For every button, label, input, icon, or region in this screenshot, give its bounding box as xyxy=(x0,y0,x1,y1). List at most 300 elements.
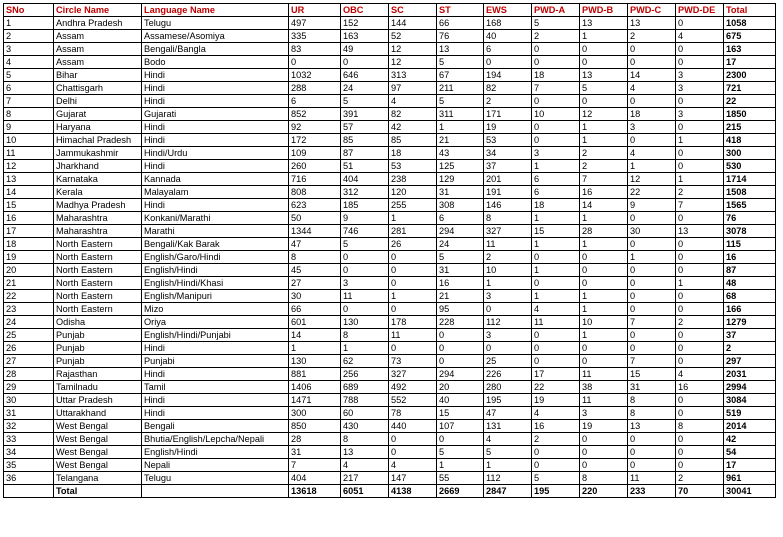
cell-ur: 66 xyxy=(289,303,341,316)
cell-pwd-de: 3 xyxy=(676,82,724,95)
cell-ur: 45 xyxy=(289,264,341,277)
cell-obc: 8 xyxy=(341,329,389,342)
cell-language-name: English/Hindi/Punjabi xyxy=(142,329,289,342)
cell-st: 21 xyxy=(437,134,484,147)
cell-st: 13 xyxy=(437,43,484,56)
cell-st: 5 xyxy=(437,251,484,264)
cell-sc: 53 xyxy=(389,160,437,173)
cell-language-name: Bengali/Kak Barak xyxy=(142,238,289,251)
column-header-circle-name: Circle Name xyxy=(54,4,142,17)
cell-pwd-b: 0 xyxy=(580,355,628,368)
cell-sno: 20 xyxy=(4,264,54,277)
cell-pwd-a: 1 xyxy=(532,264,580,277)
cell-ur: 1032 xyxy=(289,69,341,82)
cell-total: 76 xyxy=(724,212,776,225)
cell-pwd-c: 0 xyxy=(628,43,676,56)
cell-ur: 852 xyxy=(289,108,341,121)
cell-ur: 1 xyxy=(289,342,341,355)
cell-sc: 18 xyxy=(389,147,437,160)
column-header-language-name: Language Name xyxy=(142,4,289,17)
cell-pwd-de: 0 xyxy=(676,17,724,30)
cell-ews: 0 xyxy=(484,303,532,316)
cell-pwd-a: 6 xyxy=(532,173,580,186)
cell-ur: 28 xyxy=(289,433,341,446)
table-row xyxy=(4,316,776,329)
cell-ews: 37 xyxy=(484,160,532,173)
total-cell-pwd-de: 70 xyxy=(676,485,724,498)
cell-sno: 7 xyxy=(4,95,54,108)
cell-language-name: Hindi xyxy=(142,368,289,381)
table-row xyxy=(4,160,776,173)
cell-obc: 85 xyxy=(341,134,389,147)
cell-sc: 440 xyxy=(389,420,437,433)
cell-st: 0 xyxy=(437,355,484,368)
cell-total: 22 xyxy=(724,95,776,108)
cell-sno: 33 xyxy=(4,433,54,446)
cell-language-name: Hindi xyxy=(142,407,289,420)
cell-pwd-de: 1 xyxy=(676,173,724,186)
cell-pwd-de: 0 xyxy=(676,251,724,264)
cell-ews: 171 xyxy=(484,108,532,121)
cell-sno: 30 xyxy=(4,394,54,407)
cell-circle-name: Chattisgarh xyxy=(54,82,142,95)
cell-circle-name: Jharkhand xyxy=(54,160,142,173)
cell-sc: 144 xyxy=(389,17,437,30)
cell-st: 43 xyxy=(437,147,484,160)
cell-sno: 17 xyxy=(4,225,54,238)
cell-sno: 11 xyxy=(4,147,54,160)
table-row xyxy=(4,264,776,277)
cell-total: 2 xyxy=(724,342,776,355)
cell-pwd-b: 1 xyxy=(580,30,628,43)
cell-language-name: Hindi xyxy=(142,342,289,355)
cell-sc: 85 xyxy=(389,134,437,147)
cell-pwd-b: 1 xyxy=(580,212,628,225)
cell-ur: 130 xyxy=(289,355,341,368)
cell-sno: 24 xyxy=(4,316,54,329)
table-row xyxy=(4,420,776,433)
cell-ur: 30 xyxy=(289,290,341,303)
cell-obc: 152 xyxy=(341,17,389,30)
cell-ews: 146 xyxy=(484,199,532,212)
cell-pwd-de: 0 xyxy=(676,160,724,173)
cell-pwd-a: 18 xyxy=(532,69,580,82)
table-row xyxy=(4,277,776,290)
cell-circle-name: North Eastern xyxy=(54,238,142,251)
cell-pwd-b: 11 xyxy=(580,394,628,407)
cell-st: 6 xyxy=(437,212,484,225)
table-row xyxy=(4,251,776,264)
cell-pwd-a: 1 xyxy=(532,160,580,173)
cell-pwd-b: 0 xyxy=(580,342,628,355)
cell-ur: 83 xyxy=(289,43,341,56)
cell-sc: 0 xyxy=(389,277,437,290)
cell-obc: 1 xyxy=(341,342,389,355)
cell-obc: 788 xyxy=(341,394,389,407)
cell-pwd-c: 3 xyxy=(628,121,676,134)
cell-circle-name: West Bengal xyxy=(54,433,142,446)
column-header-sno: SNo xyxy=(4,4,54,17)
cell-sno: 8 xyxy=(4,108,54,121)
cell-language-name: English/Manipuri xyxy=(142,290,289,303)
cell-ews: 82 xyxy=(484,82,532,95)
cell-pwd-b: 1 xyxy=(580,121,628,134)
cell-pwd-a: 3 xyxy=(532,147,580,160)
cell-sno: 1 xyxy=(4,17,54,30)
cell-total: 1565 xyxy=(724,199,776,212)
cell-total: 3084 xyxy=(724,394,776,407)
table-row xyxy=(4,43,776,56)
cell-sno: 35 xyxy=(4,459,54,472)
total-cell-ur: 13618 xyxy=(289,485,341,498)
cell-language-name: Bengali/Bangla xyxy=(142,43,289,56)
cell-pwd-a: 2 xyxy=(532,433,580,446)
column-header-ews: EWS xyxy=(484,4,532,17)
cell-pwd-a: 0 xyxy=(532,134,580,147)
cell-st: 125 xyxy=(437,160,484,173)
cell-pwd-a: 19 xyxy=(532,394,580,407)
cell-pwd-de: 2 xyxy=(676,316,724,329)
cell-sc: 52 xyxy=(389,30,437,43)
table-row xyxy=(4,342,776,355)
cell-pwd-de: 0 xyxy=(676,355,724,368)
cell-pwd-c: 0 xyxy=(628,264,676,277)
table-row xyxy=(4,381,776,394)
cell-total: 1850 xyxy=(724,108,776,121)
cell-pwd-de: 0 xyxy=(676,121,724,134)
cell-ur: 7 xyxy=(289,459,341,472)
cell-obc: 62 xyxy=(341,355,389,368)
cell-circle-name: North Eastern xyxy=(54,277,142,290)
column-header-pwd-de: PWD-DE xyxy=(676,4,724,17)
cell-pwd-c: 4 xyxy=(628,82,676,95)
table-row xyxy=(4,17,776,30)
table-row xyxy=(4,134,776,147)
cell-pwd-c: 13 xyxy=(628,17,676,30)
cell-pwd-b: 7 xyxy=(580,173,628,186)
column-header-sc: SC xyxy=(389,4,437,17)
cell-pwd-de: 0 xyxy=(676,147,724,160)
cell-st: 308 xyxy=(437,199,484,212)
cell-language-name: Gujarati xyxy=(142,108,289,121)
cell-language-name: Kannada xyxy=(142,173,289,186)
cell-pwd-de: 0 xyxy=(676,238,724,251)
cell-pwd-b: 2 xyxy=(580,147,628,160)
cell-pwd-b: 0 xyxy=(580,459,628,472)
cell-ews: 19 xyxy=(484,121,532,134)
cell-sc: 0 xyxy=(389,251,437,264)
cell-st: 211 xyxy=(437,82,484,95)
cell-circle-name: West Bengal xyxy=(54,459,142,472)
total-cell-sno xyxy=(4,485,54,498)
cell-pwd-a: 0 xyxy=(532,355,580,368)
cell-sno: 2 xyxy=(4,30,54,43)
cell-st: 228 xyxy=(437,316,484,329)
cell-language-name: Hindi xyxy=(142,82,289,95)
cell-pwd-a: 17 xyxy=(532,368,580,381)
cell-pwd-c: 7 xyxy=(628,316,676,329)
cell-ews: 226 xyxy=(484,368,532,381)
cell-pwd-b: 11 xyxy=(580,368,628,381)
cell-ews: 194 xyxy=(484,69,532,82)
cell-circle-name: Punjab xyxy=(54,342,142,355)
cell-pwd-c: 0 xyxy=(628,342,676,355)
cell-ur: 497 xyxy=(289,17,341,30)
cell-sno: 3 xyxy=(4,43,54,56)
table-row xyxy=(4,147,776,160)
cell-circle-name: Tamilnadu xyxy=(54,381,142,394)
table-row xyxy=(4,121,776,134)
cell-sc: 313 xyxy=(389,69,437,82)
total-cell-ews: 2847 xyxy=(484,485,532,498)
cell-sno: 19 xyxy=(4,251,54,264)
cell-circle-name: Maharashtra xyxy=(54,212,142,225)
cell-language-name: Hindi xyxy=(142,95,289,108)
cell-sno: 5 xyxy=(4,69,54,82)
cell-st: 16 xyxy=(437,277,484,290)
cell-pwd-de: 0 xyxy=(676,446,724,459)
cell-language-name: Nepali xyxy=(142,459,289,472)
cell-sc: 12 xyxy=(389,56,437,69)
cell-sc: 73 xyxy=(389,355,437,368)
cell-sc: 42 xyxy=(389,121,437,134)
cell-ews: 280 xyxy=(484,381,532,394)
table-row xyxy=(4,186,776,199)
cell-sc: 0 xyxy=(389,303,437,316)
cell-obc: 0 xyxy=(341,251,389,264)
cell-sno: 27 xyxy=(4,355,54,368)
cell-pwd-de: 3 xyxy=(676,69,724,82)
cell-pwd-c: 0 xyxy=(628,277,676,290)
cell-pwd-c: 1 xyxy=(628,160,676,173)
cell-pwd-de: 0 xyxy=(676,459,724,472)
cell-circle-name: Andhra Pradesh xyxy=(54,17,142,30)
cell-ews: 4 xyxy=(484,433,532,446)
cell-pwd-b: 2 xyxy=(580,160,628,173)
cell-circle-name: Madhya Pradesh xyxy=(54,199,142,212)
cell-circle-name: Assam xyxy=(54,43,142,56)
cell-pwd-a: 5 xyxy=(532,472,580,485)
cell-st: 76 xyxy=(437,30,484,43)
cell-pwd-de: 0 xyxy=(676,43,724,56)
cell-ur: 716 xyxy=(289,173,341,186)
cell-st: 5 xyxy=(437,446,484,459)
table-row xyxy=(4,82,776,95)
cell-ews: 53 xyxy=(484,134,532,147)
cell-circle-name: West Bengal xyxy=(54,420,142,433)
table-row xyxy=(4,56,776,69)
cell-language-name: Malayalam xyxy=(142,186,289,199)
cell-total: 961 xyxy=(724,472,776,485)
cell-ur: 1344 xyxy=(289,225,341,238)
cell-ews: 25 xyxy=(484,355,532,368)
cell-pwd-a: 0 xyxy=(532,459,580,472)
total-cell-pwd-a: 195 xyxy=(532,485,580,498)
cell-sc: 120 xyxy=(389,186,437,199)
cell-obc: 0 xyxy=(341,303,389,316)
cell-pwd-de: 4 xyxy=(676,368,724,381)
cell-circle-name: Punjab xyxy=(54,329,142,342)
cell-ur: 92 xyxy=(289,121,341,134)
cell-circle-name: North Eastern xyxy=(54,303,142,316)
cell-total: 3078 xyxy=(724,225,776,238)
cell-pwd-c: 22 xyxy=(628,186,676,199)
cell-language-name: Bodo xyxy=(142,56,289,69)
cell-language-name: Telugu xyxy=(142,17,289,30)
cell-ur: 300 xyxy=(289,407,341,420)
cell-st: 1 xyxy=(437,459,484,472)
cell-sc: 281 xyxy=(389,225,437,238)
cell-pwd-c: 15 xyxy=(628,368,676,381)
cell-pwd-a: 22 xyxy=(532,381,580,394)
cell-pwd-a: 1 xyxy=(532,290,580,303)
cell-circle-name: Jammukashmir xyxy=(54,147,142,160)
cell-pwd-b: 16 xyxy=(580,186,628,199)
cell-pwd-de: 0 xyxy=(676,342,724,355)
cell-total: 17 xyxy=(724,56,776,69)
cell-ews: 201 xyxy=(484,173,532,186)
cell-language-name: Hindi xyxy=(142,134,289,147)
cell-circle-name: Kerala xyxy=(54,186,142,199)
cell-sc: 492 xyxy=(389,381,437,394)
cell-language-name: Telugu xyxy=(142,472,289,485)
cell-total: 54 xyxy=(724,446,776,459)
cell-language-name: English/Hindi xyxy=(142,446,289,459)
cell-st: 21 xyxy=(437,290,484,303)
cell-pwd-a: 5 xyxy=(532,17,580,30)
cell-pwd-a: 10 xyxy=(532,108,580,121)
cell-st: 15 xyxy=(437,407,484,420)
column-header-total: Total xyxy=(724,4,776,17)
table-row xyxy=(4,368,776,381)
cell-sno: 16 xyxy=(4,212,54,225)
cell-obc: 404 xyxy=(341,173,389,186)
total-cell-circle-name: Total xyxy=(54,485,142,498)
table-row xyxy=(4,225,776,238)
cell-sno: 4 xyxy=(4,56,54,69)
cell-pwd-a: 2 xyxy=(532,30,580,43)
cell-total: 418 xyxy=(724,134,776,147)
cell-pwd-c: 31 xyxy=(628,381,676,394)
cell-pwd-b: 13 xyxy=(580,17,628,30)
total-cell-language-name xyxy=(142,485,289,498)
cell-pwd-de: 1 xyxy=(676,277,724,290)
cell-ews: 8 xyxy=(484,212,532,225)
cell-pwd-de: 0 xyxy=(676,290,724,303)
total-cell-sc: 4138 xyxy=(389,485,437,498)
cell-obc: 57 xyxy=(341,121,389,134)
cell-pwd-a: 0 xyxy=(532,277,580,290)
cell-pwd-c: 12 xyxy=(628,173,676,186)
cell-st: 294 xyxy=(437,225,484,238)
cell-pwd-de: 3 xyxy=(676,108,724,121)
cell-language-name: Bengali xyxy=(142,420,289,433)
cell-ur: 260 xyxy=(289,160,341,173)
cell-obc: 5 xyxy=(341,95,389,108)
cell-total: 87 xyxy=(724,264,776,277)
cell-ews: 11 xyxy=(484,238,532,251)
cell-total: 68 xyxy=(724,290,776,303)
cell-obc: 9 xyxy=(341,212,389,225)
cell-pwd-c: 8 xyxy=(628,407,676,420)
cell-total: 48 xyxy=(724,277,776,290)
cell-total: 2300 xyxy=(724,69,776,82)
cell-ews: 3 xyxy=(484,290,532,303)
cell-ews: 3 xyxy=(484,329,532,342)
cell-pwd-de: 13 xyxy=(676,225,724,238)
cell-sno: 32 xyxy=(4,420,54,433)
table-row xyxy=(4,212,776,225)
cell-pwd-c: 0 xyxy=(628,329,676,342)
table-row xyxy=(4,95,776,108)
cell-pwd-de: 16 xyxy=(676,381,724,394)
cell-total: 163 xyxy=(724,43,776,56)
cell-sno: 22 xyxy=(4,290,54,303)
cell-obc: 4 xyxy=(341,459,389,472)
cell-total: 42 xyxy=(724,433,776,446)
cell-st: 67 xyxy=(437,69,484,82)
table-row xyxy=(4,394,776,407)
cell-st: 311 xyxy=(437,108,484,121)
cell-ews: 191 xyxy=(484,186,532,199)
cell-obc: 3 xyxy=(341,277,389,290)
cell-pwd-b: 12 xyxy=(580,108,628,121)
cell-ur: 1471 xyxy=(289,394,341,407)
cell-sno: 13 xyxy=(4,173,54,186)
column-header-pwd-a: PWD-A xyxy=(532,4,580,17)
cell-circle-name: Punjab xyxy=(54,355,142,368)
cell-pwd-a: 16 xyxy=(532,420,580,433)
cell-pwd-de: 0 xyxy=(676,433,724,446)
cell-total: 215 xyxy=(724,121,776,134)
cell-pwd-c: 0 xyxy=(628,433,676,446)
cell-sc: 238 xyxy=(389,173,437,186)
cell-pwd-a: 0 xyxy=(532,342,580,355)
cell-obc: 185 xyxy=(341,199,389,212)
cell-ews: 2 xyxy=(484,95,532,108)
cell-pwd-c: 0 xyxy=(628,238,676,251)
cell-circle-name: Haryana xyxy=(54,121,142,134)
cell-pwd-de: 2 xyxy=(676,186,724,199)
cell-obc: 8 xyxy=(341,433,389,446)
cell-language-name: English/Garo/Hindi xyxy=(142,251,289,264)
table-row xyxy=(4,407,776,420)
cell-ews: 0 xyxy=(484,56,532,69)
cell-language-name: Hindi xyxy=(142,121,289,134)
cell-ur: 27 xyxy=(289,277,341,290)
cell-obc: 0 xyxy=(341,264,389,277)
total-cell-st: 2669 xyxy=(437,485,484,498)
cell-obc: 60 xyxy=(341,407,389,420)
cell-sno: 36 xyxy=(4,472,54,485)
cell-ur: 623 xyxy=(289,199,341,212)
cell-ur: 14 xyxy=(289,329,341,342)
cell-pwd-a: 11 xyxy=(532,316,580,329)
cell-pwd-a: 0 xyxy=(532,329,580,342)
cell-ur: 172 xyxy=(289,134,341,147)
cell-ur: 47 xyxy=(289,238,341,251)
cell-st: 107 xyxy=(437,420,484,433)
table-body xyxy=(4,17,776,498)
cell-total: 297 xyxy=(724,355,776,368)
cell-obc: 11 xyxy=(341,290,389,303)
cell-total: 530 xyxy=(724,160,776,173)
cell-pwd-de: 0 xyxy=(676,264,724,277)
cell-obc: 130 xyxy=(341,316,389,329)
cell-total: 166 xyxy=(724,303,776,316)
cell-ews: 34 xyxy=(484,147,532,160)
table-row xyxy=(4,433,776,446)
